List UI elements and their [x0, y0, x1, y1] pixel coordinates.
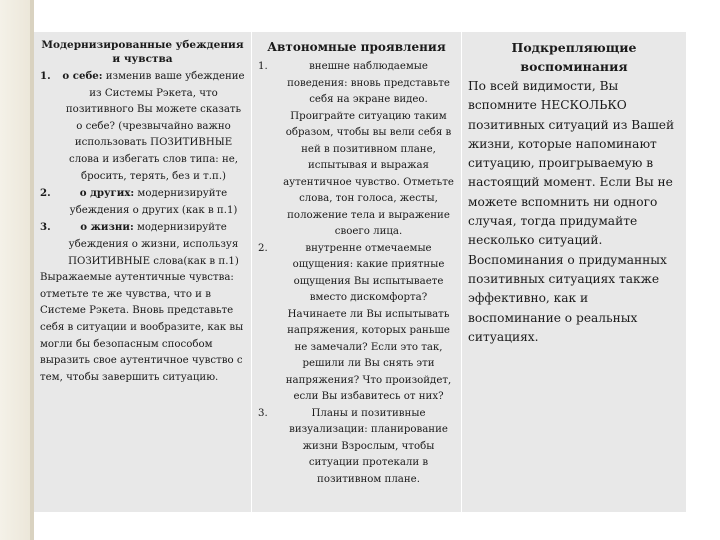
item-lead: о других:	[79, 187, 135, 200]
column-memories	[462, 32, 686, 512]
item-text: внешне наблюдаемые поведения: вновь представьте себя на экране видео. Проиграйте ситуацию таким образом, чтобы вы вели себя в ней в позитивном плане, испытывая и выражая аутентичное чувство. Отметьте слова, тон голоса, жесты, положение тела и выражение своего лица.	[283, 61, 454, 237]
item-text: внутренне отмечаемые ощущения: какие приятные ощущения Вы испытываете вместо дискомфорта? Начинаете ли Вы испытывать напряжения, которых раньше не замечали? Если это так, решили ли Вы снять эти напряжения? Что произойдет, если Вы избавитесь от них?	[285, 242, 452, 402]
item-number: 2.	[258, 242, 268, 254]
list-item	[40, 185, 245, 219]
list-item	[258, 59, 455, 241]
column-autonomous	[252, 32, 462, 512]
column-header-autonomous: Автономные проявления	[267, 40, 446, 54]
decorative-side-stripe	[0, 0, 30, 540]
column-beliefs	[34, 32, 252, 512]
item-number: 1.	[40, 70, 51, 82]
column-header-beliefs: Модернизированные убеждения и чувства	[41, 39, 244, 65]
item-lead: о себе:	[62, 70, 103, 82]
item-number: 1.	[258, 61, 268, 72]
script-table	[34, 32, 686, 512]
memories-text: По всей видимости, Вы вспомните НЕСКОЛЬКО позитивных ситуаций из Вашей жизни, которые напоминают ситуацию, проигрываемую в настоящий момент. Если Вы не можете вспомнить ни одного случая, тогда придумайте несколько ситуаций. Воспоминания о придуманных позитивных ситуациях также эффективно, как и воспоминание о реальных ситуациях.	[468, 79, 675, 344]
beliefs-list	[40, 68, 245, 270]
item-lead: о жизни:	[80, 221, 134, 234]
item-text: изменив ваше убеждение из Системы Рэкета, что позитивного Вы можете сказать о себе? (чрезвычайно важно использовать ПОЗИТИВНЫЕ слова и избегать слов типа: не, бросить, терять, без и т.п.)	[65, 71, 245, 182]
item-text: Планы и позитивные визуализации: планирование жизни Взрослым, чтобы ситуации протекали в позитивном плане.	[289, 407, 448, 485]
item-number: 3.	[258, 407, 268, 419]
list-item	[40, 219, 245, 270]
list-item	[258, 406, 455, 489]
list-item	[40, 68, 245, 185]
column-header-memories: Подкрепляющие воспоминания	[511, 40, 637, 74]
list-item	[258, 241, 455, 406]
item-text: модернизируйте убеждения о жизни, используя ПОЗИТИВНЫЕ слова(как в п.1)	[68, 222, 239, 267]
autonomous-list	[258, 59, 455, 488]
item-text: модернизируйте убеждения о других (как в п.1)	[69, 188, 238, 216]
authentic-feelings-text: Выражаемые аутентичные чувства: отметьте те же чувства, что и в Системе Рэкета. Вновь представьте себя в ситуации и вообразите, как вы могли бы безопасным способом выразить свое аутентичное чувство с тем, чтобы завершить ситуацию.	[40, 272, 244, 383]
item-number: 3.	[40, 221, 51, 234]
item-number: 2.	[40, 187, 51, 200]
